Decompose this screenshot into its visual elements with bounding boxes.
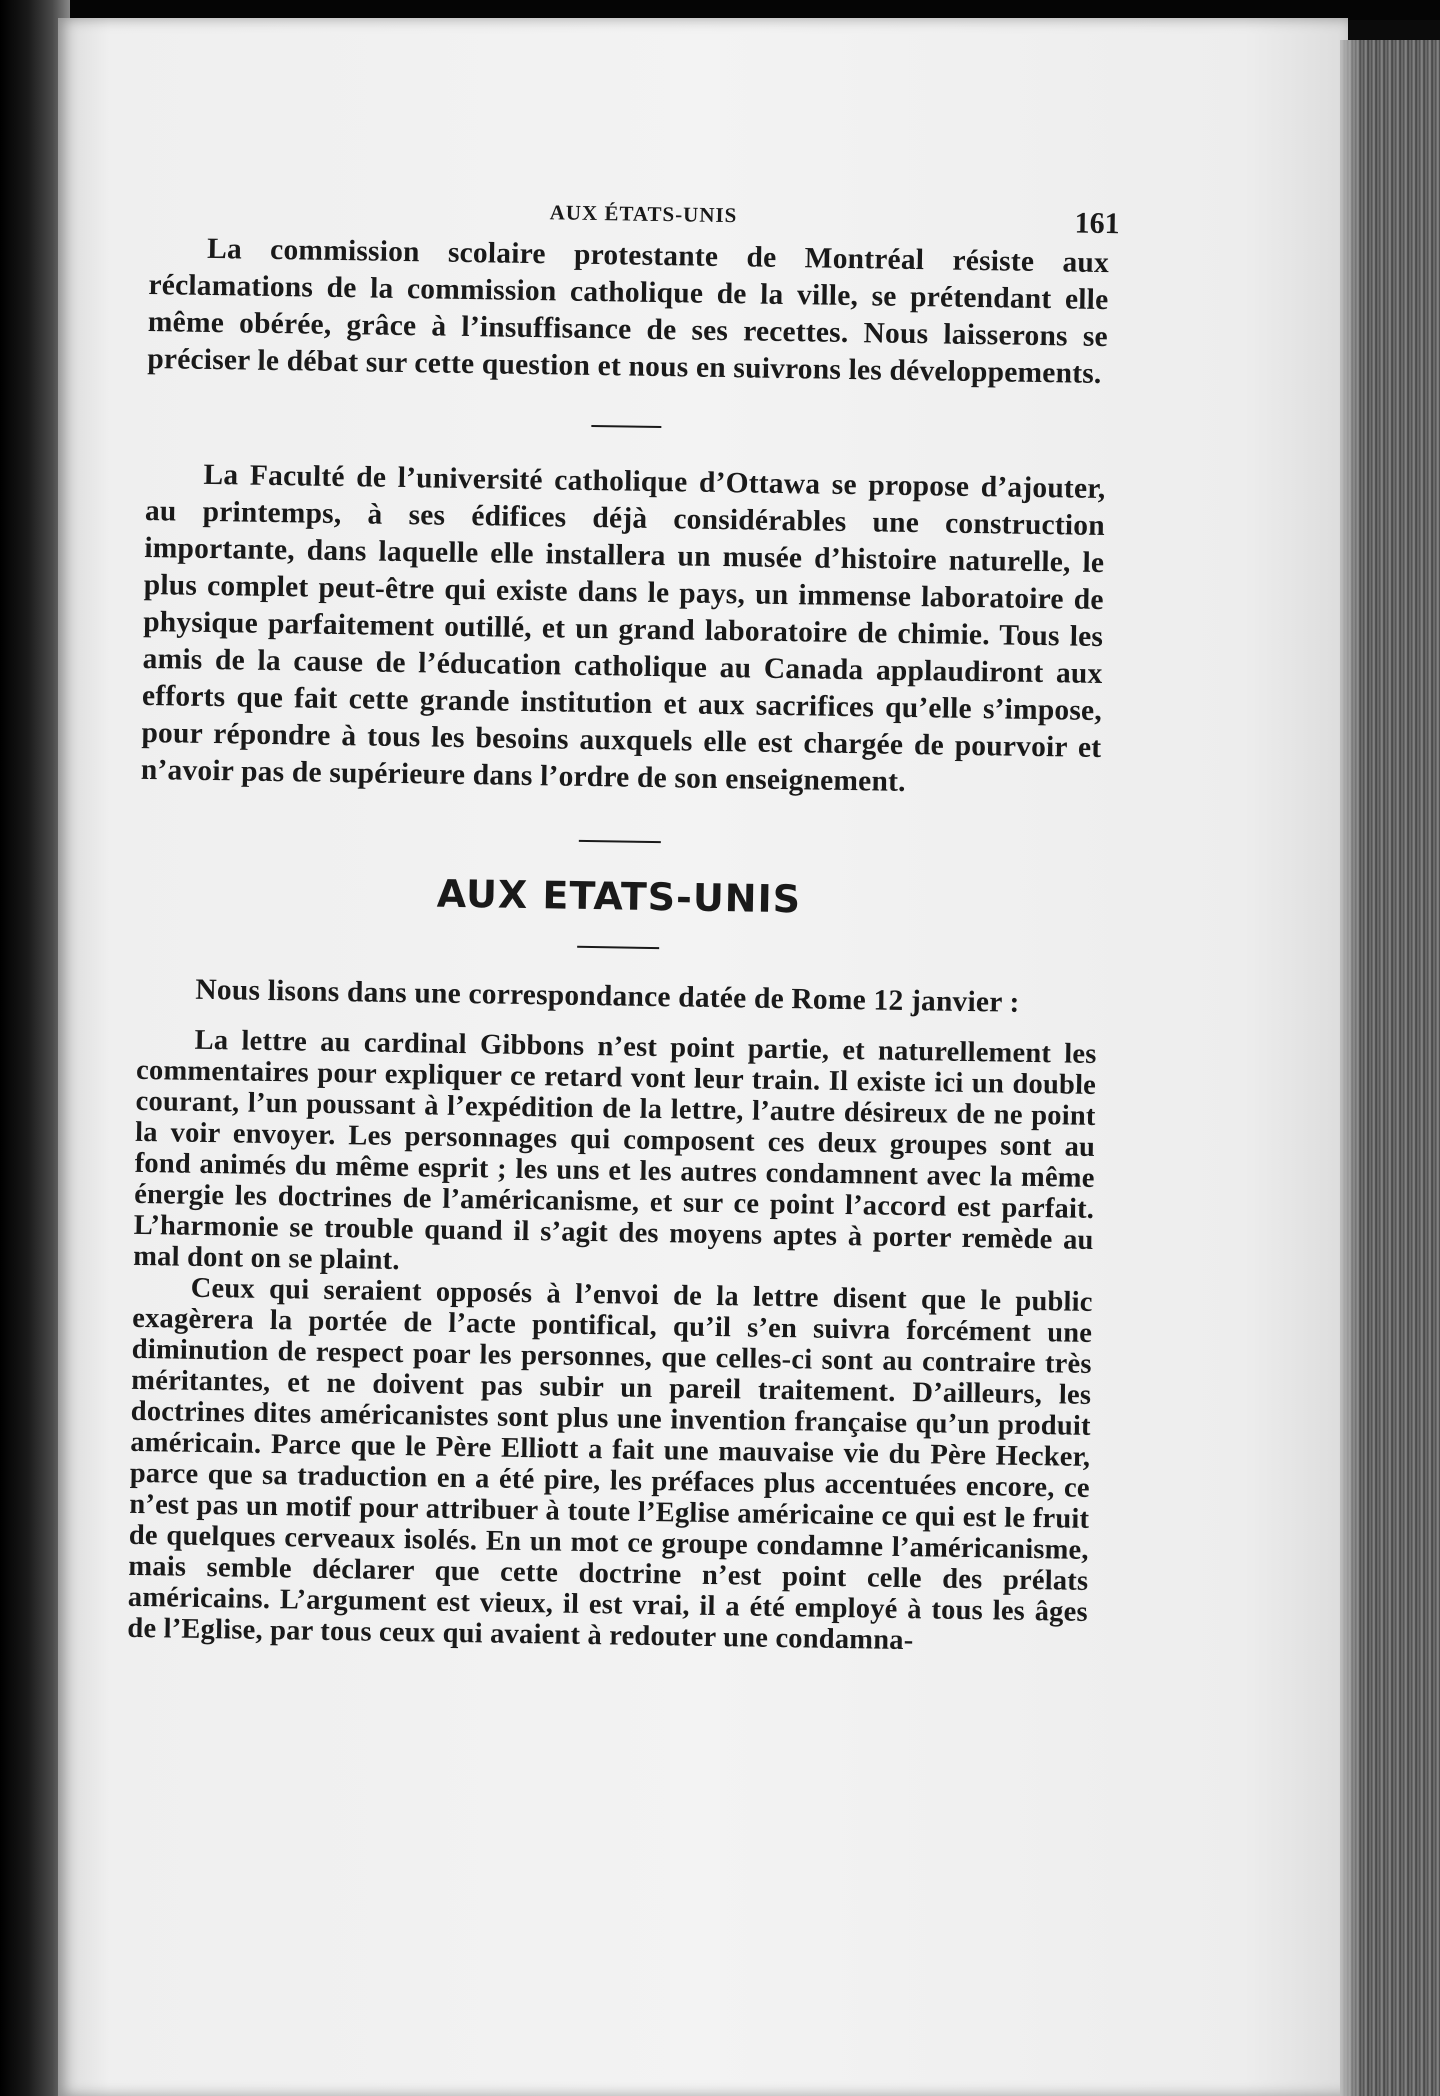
running-title: AUX ÉTATS-UNIS bbox=[549, 200, 738, 228]
section-intro: Nous lisons dans une correspondance datée de Rome 12 janvier : bbox=[195, 973, 1020, 1019]
quoted-correspondence bbox=[127, 1024, 1097, 1659]
paragraph-commission-scolaire: La commission scolaire protestante de Montréal résiste aux réclamations de la commission catholique de la ville, se prétendant elle même obérée, grâce à l’insuffisance de ses recettes. Nous laisserons se préciser le débat sur cette question et nous en suivrons les développements. bbox=[147, 232, 1110, 390]
paragraph-faculte-ottawa: La Faculté de l’université catholique d’Ottawa se propose d’ajouter, au printemps, à ses édifices déjà considérables une construction importante, dans laquelle elle installera un musée d’histoire naturelle, le plus complet peut-être qui existe dans le pays, un immense laboratoire de physique parfaitement outillé, et un grand laboratoire de chimie. Tous les amis de la cause de l’éducation catholique au Canada applaudiront aux efforts que fait cette grande institution et aux sacrifices qu’elle s’impose, pour répondre à tous les besoins auxquels elle est chargée de pourvoir et n’avoir pas de supérieure dans l’ordre de son enseignement. bbox=[140, 458, 1106, 798]
section-rule-bottom bbox=[577, 946, 659, 949]
scan-border bbox=[0, 0, 1440, 20]
page-content bbox=[127, 190, 1120, 1659]
section-rule-top bbox=[579, 840, 661, 843]
page-number: 161 bbox=[1074, 206, 1120, 241]
quote-paragraph: Ceux qui seraient opposés à l’envoi de la lettre disent que le public exagèrera la portée de l’acte pontifical, qu’il s’en suivra forcément une diminution de respect poar les personnes, que celles-ci sont au contraire très méritantes, et ne doivent pas subir un pareil traitement. D’ailleurs, les doctrines dites américanistes sont plus une invention française qu’un produit américain. Parce que le Père Elliott a fait une mauvaise vie du Père Hecker, parce que sa traduction en a été pire, les préfaces plus accentuées encore, ce n’est pas un motif pour attribuer à toute l’Eglise américaine ce qui est le fruit de quelques cerveaux isolés. En un mot ce groupe condamne l’américanisme, mais semble déclarer que cette doctrine n’est point celle des prélats américains. L’argument est vieux, il est vrai, il a été employé à tous les âges de l’Eglise, par tous ceux qui avaient à redouter une condamna- bbox=[127, 1272, 1093, 1657]
quote-paragraph: La lettre au cardinal Gibbons n’est point partie, et naturellement les commentaires pour expliquer ce retard vont leur train. Il existe ici un double courant, l’un poussant à l’expédition de la lettre, l’autre désireux de ne point la voir envoyer. Les personnages qui composent ces deux groupes sont au fond animés du même esprit ; les uns et les autres condamnent avec la même énergie les doctrines de l’américanisme, et sur ce point l’accord est parfait. L’harmonie se trouble quand il s’agit des moyens aptes à porter remède au mal dont on se plaint. bbox=[133, 1024, 1097, 1277]
section-heading: AUX ETATS-UNIS bbox=[436, 871, 802, 922]
separator-rule bbox=[591, 425, 661, 428]
page-edge-shade bbox=[1340, 40, 1362, 2096]
